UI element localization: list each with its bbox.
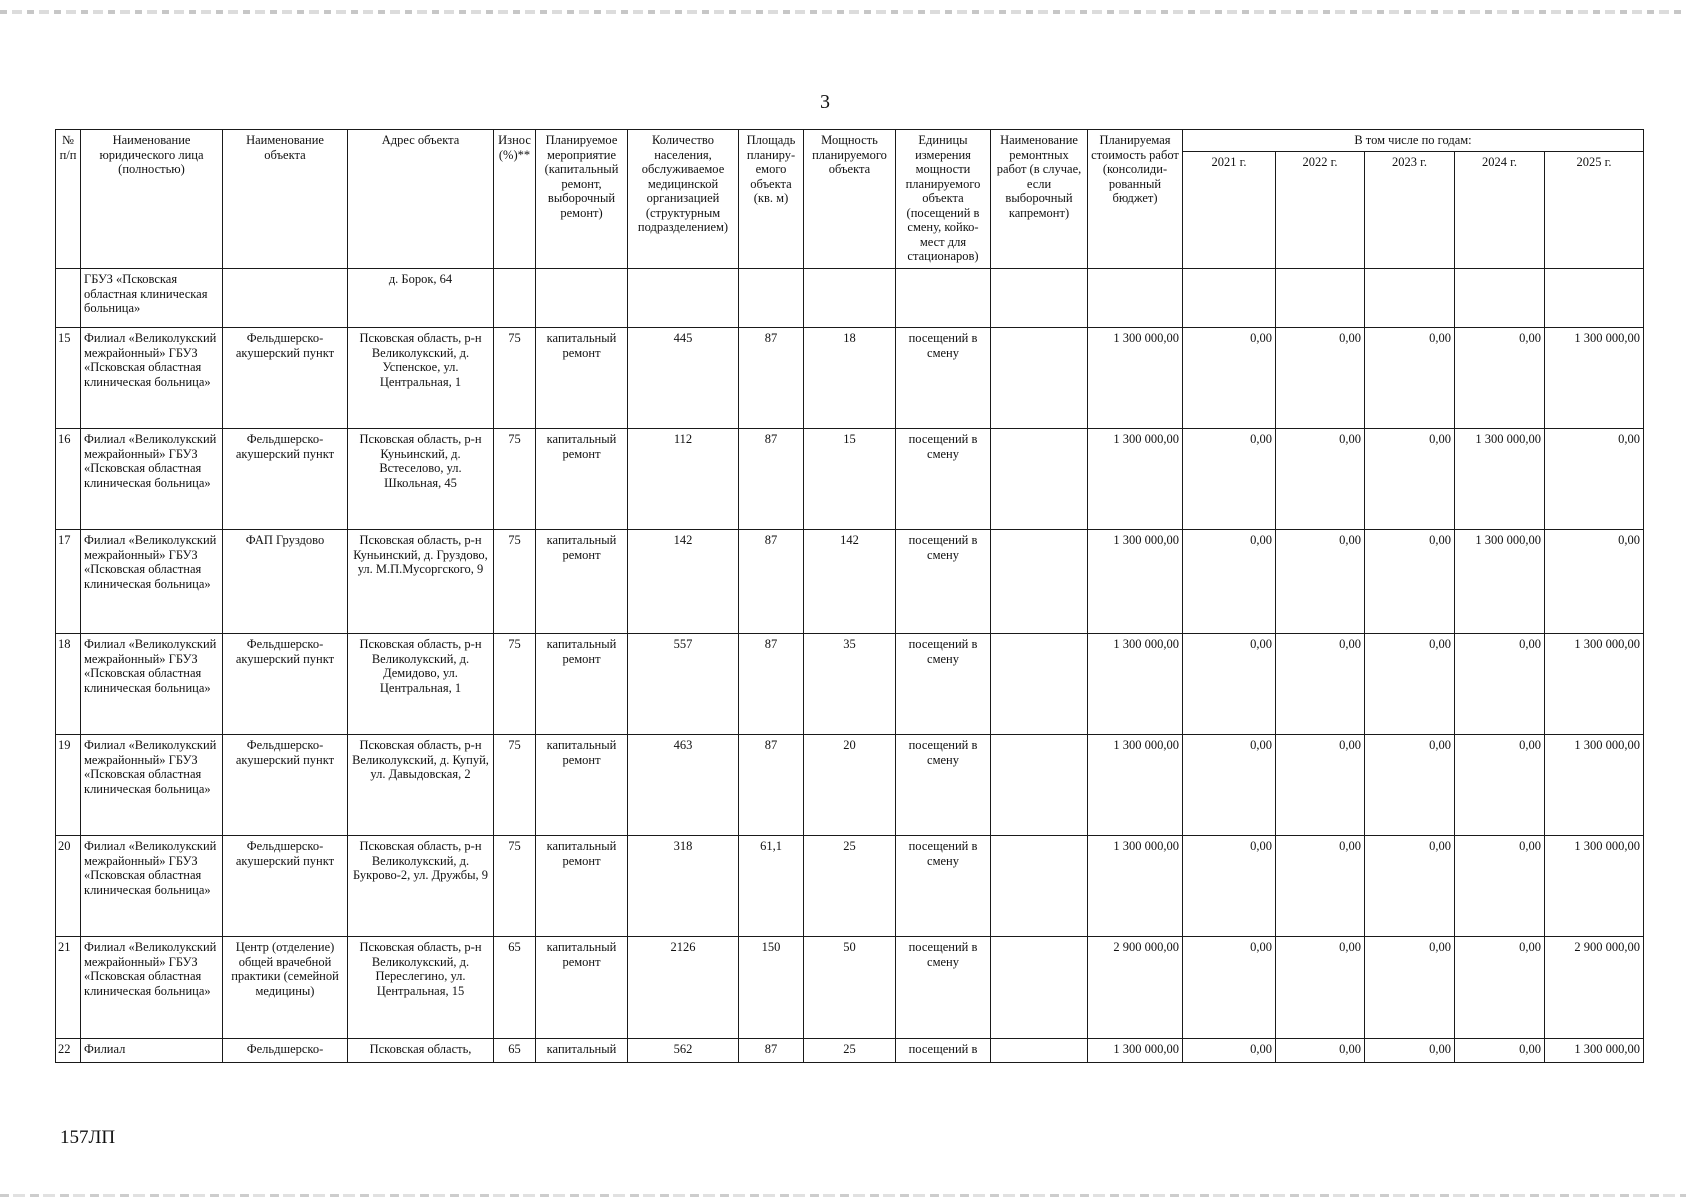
cell-year-2023: 0,00	[1365, 429, 1455, 530]
header-units: Единицы измерения мощности планируемого объекта (посещений в смену, койко-мест для стационаров)	[896, 130, 991, 269]
cell-year-2021: 0,00	[1183, 1039, 1276, 1063]
cell-num: 18	[56, 634, 81, 735]
cell-num: 15	[56, 328, 81, 429]
cell-year-2023: 0,00	[1365, 937, 1455, 1039]
cell-year-2024: 0,00	[1455, 937, 1545, 1039]
cell-year-2024: 0,00	[1455, 634, 1545, 735]
cell-capacity: 15	[804, 429, 896, 530]
cell-works	[991, 634, 1088, 735]
header-address: Адрес объекта	[348, 130, 494, 269]
cell-year-2021: 0,00	[1183, 429, 1276, 530]
cell-wear: 75	[494, 429, 536, 530]
cell-num: 19	[56, 735, 81, 836]
cell-units: посещений в смену	[896, 735, 991, 836]
cell-year-2024: 0,00	[1455, 328, 1545, 429]
scan-edge-top	[0, 10, 1686, 14]
cell-population: 463	[628, 735, 739, 836]
cell-wear: 65	[494, 937, 536, 1039]
cell-year-2025: 1 300 000,00	[1545, 328, 1644, 429]
cell-capacity: 25	[804, 1039, 896, 1063]
cell-year-2024: 0,00	[1455, 1039, 1545, 1063]
cell-capacity: 35	[804, 634, 896, 735]
cell-area: 87	[739, 735, 804, 836]
cell-cost: 1 300 000,00	[1088, 735, 1183, 836]
header-capacity: Мощность планируемого объекта	[804, 130, 896, 269]
cell-wear: 75	[494, 634, 536, 735]
cell-address: Псковская область, р-н Великолукский, д. Переслегино, ул. Центральная, 15	[348, 937, 494, 1039]
cell-area: 87	[739, 429, 804, 530]
cell-year-2022: 0,00	[1276, 735, 1365, 836]
cell-works	[991, 937, 1088, 1039]
cell-year-2021: 0,00	[1183, 735, 1276, 836]
cell-cost: 1 300 000,00	[1088, 328, 1183, 429]
cell-year-2022: 0,00	[1276, 429, 1365, 530]
cell-year-2025: 2 900 000,00	[1545, 937, 1644, 1039]
cell-address: Псковская область, р-н Великолукский, д. Купуй, ул. Давыдовская, 2	[348, 735, 494, 836]
cell-cost: 1 300 000,00	[1088, 634, 1183, 735]
cell-year-2025: 1 300 000,00	[1545, 836, 1644, 937]
cell-measure: капитальный ремонт	[536, 530, 628, 634]
cell-population: 562	[628, 1039, 739, 1063]
cell-num: 16	[56, 429, 81, 530]
header-year-2023: 2023 г.	[1365, 152, 1455, 269]
cell-legal-entity: Филиал «Великолукский межрайонный» ГБУЗ «Псковская областная клиническая больница»	[81, 530, 223, 634]
cell-works	[991, 1039, 1088, 1063]
cell-object-name: ФАП Груздово	[223, 530, 348, 634]
cell-legal-entity: Филиал «Великолукский межрайонный» ГБУЗ «Псковская областная клиническая больница»	[81, 328, 223, 429]
cell-measure: капитальный ремонт	[536, 328, 628, 429]
cell-address: Псковская область, р-н Великолукский, д. Демидово, ул. Центральная, 1	[348, 634, 494, 735]
cell-year-2022: 0,00	[1276, 836, 1365, 937]
cell-units: посещений в смену	[896, 328, 991, 429]
cell-year-2023: 0,00	[1365, 735, 1455, 836]
cell-year-2025: 0,00	[1545, 429, 1644, 530]
cell-units: посещений в смену	[896, 836, 991, 937]
cell-object-name: Фельдшерско-	[223, 1039, 348, 1063]
cell-address: Псковская область, р-н Великолукский, д. Букрово-2, ул. Дружбы, 9	[348, 836, 494, 937]
repair-plan-table	[55, 129, 1644, 1063]
cell-legal-entity: Филиал «Великолукский межрайонный» ГБУЗ «Псковская областная клиническая больница»	[81, 735, 223, 836]
table-row	[56, 1039, 1644, 1063]
cell-year-2024: 0,00	[1455, 735, 1545, 836]
header-year-2025: 2025 г.	[1545, 152, 1644, 269]
header-population: Количество населения, обслуживаемое медицинской организацией (структурным подразделением)	[628, 130, 739, 269]
cell-year-2024: 1 300 000,00	[1455, 530, 1545, 634]
header-cost: Планируемая стоимость работ (консолиди-рованный бюджет)	[1088, 130, 1183, 269]
cell-area: 87	[739, 530, 804, 634]
header-wear: Износ (%)**	[494, 130, 536, 269]
cell-year-2022: 0,00	[1276, 1039, 1365, 1063]
cell-address: Псковская область, р-н Великолукский, д. Успенское, ул. Центральная, 1	[348, 328, 494, 429]
table-row	[56, 530, 1644, 634]
table-row	[56, 429, 1644, 530]
cell-object-name: Центр (отделение) общей врачебной практики (семейной медицины)	[223, 937, 348, 1039]
cell-year-2021: 0,00	[1183, 530, 1276, 634]
cell-measure: капитальный ремонт	[536, 937, 628, 1039]
cell-population: 557	[628, 634, 739, 735]
header-legal-entity: Наименование юридического лица (полностью)	[81, 130, 223, 269]
header-area: Площадь планиру-емого объекта (кв. м)	[739, 130, 804, 269]
header-num: № п/п	[56, 130, 81, 269]
cell-works	[991, 429, 1088, 530]
cell-year-2021: 0,00	[1183, 836, 1276, 937]
cell-population: 112	[628, 429, 739, 530]
cell-measure: капитальный	[536, 1039, 628, 1063]
cell-capacity: 50	[804, 937, 896, 1039]
cell-num: 21	[56, 937, 81, 1039]
cell-address: Псковская область,	[348, 1039, 494, 1063]
cell-year-2023: 0,00	[1365, 634, 1455, 735]
cell-year-2022: 0,00	[1276, 937, 1365, 1039]
cell-year-2025: 1 300 000,00	[1545, 634, 1644, 735]
cell-units: посещений в	[896, 1039, 991, 1063]
cell-object-name: Фельдшерско-акушерский пункт	[223, 429, 348, 530]
cell-units: посещений в смену	[896, 429, 991, 530]
cell-address: д. Борок, 64	[348, 269, 494, 328]
cell-cost: 1 300 000,00	[1088, 1039, 1183, 1063]
cell-area: 61,1	[739, 836, 804, 937]
cell-measure: капитальный ремонт	[536, 429, 628, 530]
header-by-years: В том числе по годам:	[1183, 130, 1644, 152]
cell-object-name: Фельдшерско-акушерский пункт	[223, 634, 348, 735]
cell-area: 87	[739, 1039, 804, 1063]
cell-population: 318	[628, 836, 739, 937]
document-code: 157ЛП	[60, 1127, 116, 1148]
cell-year-2023: 0,00	[1365, 328, 1455, 429]
cell-legal-entity: Филиал	[81, 1039, 223, 1063]
cell-area: 87	[739, 634, 804, 735]
table-row	[56, 634, 1644, 735]
cell-year-2025: 1 300 000,00	[1545, 1039, 1644, 1063]
cell-cost: 1 300 000,00	[1088, 530, 1183, 634]
table-row	[56, 328, 1644, 429]
cell-legal-entity: Филиал «Великолукский межрайонный» ГБУЗ «Псковская областная клиническая больница»	[81, 634, 223, 735]
cell-num: 17	[56, 530, 81, 634]
cell-measure: капитальный ремонт	[536, 836, 628, 937]
cell-population: 445	[628, 328, 739, 429]
cell-wear: 75	[494, 530, 536, 634]
cell-measure: капитальный ремонт	[536, 735, 628, 836]
cell-wear: 75	[494, 735, 536, 836]
cell-legal-entity: Филиал «Великолукский межрайонный» ГБУЗ «Псковская областная клиническая больница»	[81, 836, 223, 937]
cell-works	[991, 735, 1088, 836]
header-measure: Планируемое мероприятие (капитальный ремонт, выборочный ремонт)	[536, 130, 628, 269]
cell-year-2022: 0,00	[1276, 328, 1365, 429]
header-year-2024: 2024 г.	[1455, 152, 1545, 269]
cell-area: 150	[739, 937, 804, 1039]
cell-address: Псковская область, р-н Куньинский, д. Встеселово, ул. Школьная, 45	[348, 429, 494, 530]
cell-year-2022: 0,00	[1276, 530, 1365, 634]
cell-year-2021: 0,00	[1183, 634, 1276, 735]
cell-wear: 65	[494, 1039, 536, 1063]
cell-year-2023: 0,00	[1365, 530, 1455, 634]
cell-cost: 2 900 000,00	[1088, 937, 1183, 1039]
cell-capacity: 18	[804, 328, 896, 429]
table-row	[56, 937, 1644, 1039]
cell-year-2024: 1 300 000,00	[1455, 429, 1545, 530]
cell-legal-entity: Филиал «Великолукский межрайонный» ГБУЗ «Псковская областная клиническая больница»	[81, 429, 223, 530]
cell-legal-entity: Филиал «Великолукский межрайонный» ГБУЗ «Псковская областная клиническая больница»	[81, 937, 223, 1039]
cell-num: 22	[56, 1039, 81, 1063]
cell-capacity: 142	[804, 530, 896, 634]
cell-capacity: 20	[804, 735, 896, 836]
cell-num: 20	[56, 836, 81, 937]
cell-address: Псковская область, р-н Куньинский, д. Груздово, ул. М.П.Мусоргского, 9	[348, 530, 494, 634]
page-number: 3	[820, 91, 830, 113]
cell-cost: 1 300 000,00	[1088, 429, 1183, 530]
cell-year-2021: 0,00	[1183, 328, 1276, 429]
cell-cost: 1 300 000,00	[1088, 836, 1183, 937]
cell-area: 87	[739, 328, 804, 429]
cell-capacity: 25	[804, 836, 896, 937]
cell-wear: 75	[494, 328, 536, 429]
cell-units: посещений в смену	[896, 530, 991, 634]
cell-works	[991, 328, 1088, 429]
cell-population: 142	[628, 530, 739, 634]
cell-year-2023: 0,00	[1365, 836, 1455, 937]
cell-works	[991, 836, 1088, 937]
cell-object-name: Фельдшерско-акушерский пункт	[223, 836, 348, 937]
header-works: Наименование ремонтных работ (в случае, если выборочный капремонт)	[991, 130, 1088, 269]
cell-wear: 75	[494, 836, 536, 937]
table-row-continuation	[56, 269, 1644, 328]
cell-legal-entity: ГБУЗ «Псковская областная клиническая больница»	[81, 269, 223, 328]
cell-year-2022: 0,00	[1276, 634, 1365, 735]
header-object-name: Наименование объекта	[223, 130, 348, 269]
cell-units: посещений в смену	[896, 634, 991, 735]
cell-year-2023: 0,00	[1365, 1039, 1455, 1063]
header-year-2021: 2021 г.	[1183, 152, 1276, 269]
cell-year-2025: 0,00	[1545, 530, 1644, 634]
cell-units: посещений в смену	[896, 937, 991, 1039]
cell-population: 2126	[628, 937, 739, 1039]
cell-year-2021: 0,00	[1183, 937, 1276, 1039]
cell-object-name: Фельдшерско-акушерский пункт	[223, 735, 348, 836]
table-row	[56, 836, 1644, 937]
cell-measure: капитальный ремонт	[536, 634, 628, 735]
header-year-2022: 2022 г.	[1276, 152, 1365, 269]
cell-year-2025: 1 300 000,00	[1545, 735, 1644, 836]
scan-edge-bottom	[0, 1194, 1686, 1197]
cell-works	[991, 530, 1088, 634]
cell-object-name: Фельдшерско-акушерский пункт	[223, 328, 348, 429]
table-row	[56, 735, 1644, 836]
cell-year-2024: 0,00	[1455, 836, 1545, 937]
